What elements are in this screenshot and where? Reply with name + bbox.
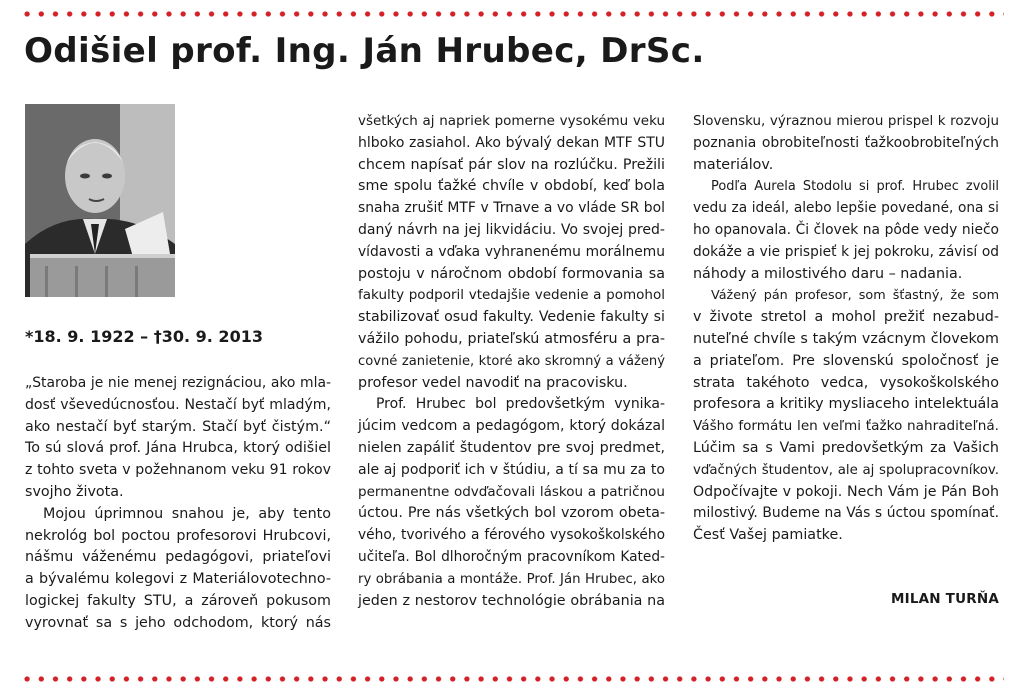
article-text-line: Slovensku, výraznou mierou prispel k rozvoju xyxy=(693,114,999,129)
article-text-line: sme spolu ťažké chvíle v období, keď bola xyxy=(358,178,665,195)
article-text-line: postoju v náročnom období formovania sa xyxy=(358,265,665,282)
article-text-line: ako nestačí byť starým. Stačí byť čistým.“ xyxy=(25,418,331,435)
article-text-line: Vášho formátu len veľmi ťažko nahraditeľná. xyxy=(693,418,999,435)
article-text-line: covné zanietenie, ktoré ako skromný a vážený xyxy=(358,353,665,369)
article-text-line: náhody a milostivého daru – nadania. xyxy=(693,265,963,282)
article-text-line: materiálov. xyxy=(693,156,774,173)
article-text-line: nekrológ bol poctou profesorovi Hrubcovi, xyxy=(25,527,331,544)
article-text-line: svojho života. xyxy=(25,483,124,500)
article-text-line: z tohto sveta v požehnanom veku 91 rokov xyxy=(25,462,331,479)
article-text-line: Mojou úprimnou snahou je, aby tento xyxy=(43,505,331,522)
article-text-line: Prof. Hrubec bol predovšetkým vynika- xyxy=(376,396,665,413)
article-column-2 xyxy=(358,111,665,612)
article-text-line: všetkých aj napriek pomerne vysokému veku xyxy=(358,113,665,129)
life-dates: *18. 9. 1922 – †30. 9. 2013 xyxy=(25,327,263,346)
article-text-line: poznania obrobiteľnosti ťažkoobrobiteľných xyxy=(693,134,999,151)
article-text-line: daný návrh na jej likvidáciu. Vo svojej pred- xyxy=(358,221,665,238)
article-text-line: Lúčim sa s Vami predovšetkým za Vašich xyxy=(693,439,999,456)
article-text-line: úctou. Pre nás všetkých bol vzorom obeta- xyxy=(358,505,665,522)
portrait-photo xyxy=(25,104,175,297)
article-text-line: a bývalému kolegovi z Materiálovotechno- xyxy=(25,571,331,588)
article-text-line: logickej fakulty STU, a zároveň pokusom xyxy=(25,592,331,609)
article-text-line: Odpočívajte v pokoji. Nech Vám je Pán Boh xyxy=(693,483,999,500)
article-text-line: Podľa Aurela Stodolu si prof. Hrubec zvolil xyxy=(711,179,999,195)
article-text-line: ry obrábania a montáže. Prof. Ján Hrubec, ako xyxy=(358,571,665,587)
article-text-line: ale aj podporiť ich v štúdiu, a tí sa mu za to xyxy=(358,461,665,478)
article-text-line: To sú slová prof. Jána Hrubca, ktorý odišiel xyxy=(25,440,331,457)
article-text-line: nášmu váženému pedagógovi, priateľovi xyxy=(25,549,331,566)
article-text-line: nuteľné chvíle s takým vzácnym človekom xyxy=(693,330,999,347)
article-text-line: nielen zapáliť študentov pre svoj predmet, xyxy=(358,439,665,456)
bottom-dotted-border xyxy=(20,676,1004,682)
article-text-line: učiteľa. Bol dlhoročným pracovníkom Kated- xyxy=(358,548,665,565)
article-text-line: snaha zrušiť MTF v Trnave a vo vláde SR bol xyxy=(358,200,665,217)
article-text-line: profesora a kritiky mysliaceho intelektuála xyxy=(693,396,999,413)
article-text-line: chcem napísať pár slov na rozlúčku. Prežili xyxy=(358,156,665,173)
article-text-line: dokáže a vie prispieť k jej pokroku, závisí od xyxy=(693,243,999,260)
article-text-line: vídavosti a vďaka vyhranenému morálnemu xyxy=(358,243,665,260)
article-text-line: Vážený pán profesor, som šťastný, že som xyxy=(711,288,999,304)
article-text-line: vého, tvorivého a férového vysokoškolského xyxy=(358,527,665,544)
article-text-line: strata takéhoto vedca, vysokoškolského xyxy=(693,374,999,391)
article-text-line: vyrovnať sa s jeho odchodom, ktorý nás xyxy=(25,614,331,631)
article-text-line: júcim vedcom a pedagógom, ktorý dokázal xyxy=(358,418,665,435)
article-text-line: hlboko zasiahol. Ako bývalý dekan MTF STU xyxy=(358,134,665,151)
article-text-line: a priateľom. Pre slovenskú spoločnosť je xyxy=(693,352,999,369)
article-text-line: „Staroba je nie menej rezignáciou, ako mla- xyxy=(25,375,331,391)
article-text-line: permanentne odvďačovali láskou a patričnou xyxy=(358,483,665,500)
article-text-line: jeden z nestorov technológie obrábania na xyxy=(358,592,665,609)
page-title: Odišiel prof. Ing. Ján Hrubec, DrSc. xyxy=(24,31,705,71)
article-text-line: profesor vedel navodiť na pracovisku. xyxy=(358,374,628,391)
article-text-line: vďačných študentov, ale aj spolupracovníkov. xyxy=(693,462,999,478)
article-column-1 xyxy=(25,373,331,635)
author-signature: MILAN TURŇA xyxy=(890,591,999,607)
article-text-line: dosť vševedúcnosťou. Nestačí byť mladým, xyxy=(25,396,331,413)
article-text-line: Česť Vašej pamiatke. xyxy=(693,527,843,544)
article-text-line: fakulty podporil vtedajšie vedenie a pomohol xyxy=(358,287,665,304)
article-text-line: milostivý. Budeme na Vás s úctou spomínať. xyxy=(693,505,999,522)
portrait-image xyxy=(25,104,175,297)
article-text-line: v živote stretol a mohol prežiť nezabud- xyxy=(693,309,999,326)
article-text-line: vážilo pohodu, priateľskú atmosféru a pra- xyxy=(358,330,665,347)
article-text-line: stabilizovať osud fakulty. Vedenie fakulty si xyxy=(358,309,665,326)
article-text-line: vedu za ideál, alebo lepšie povedané, ona si xyxy=(693,200,999,217)
top-dotted-border xyxy=(20,11,1004,17)
article-column-3 xyxy=(693,111,999,547)
article-text-line: ho opanovala. Či človek na pôde vedy niečo xyxy=(693,221,999,238)
